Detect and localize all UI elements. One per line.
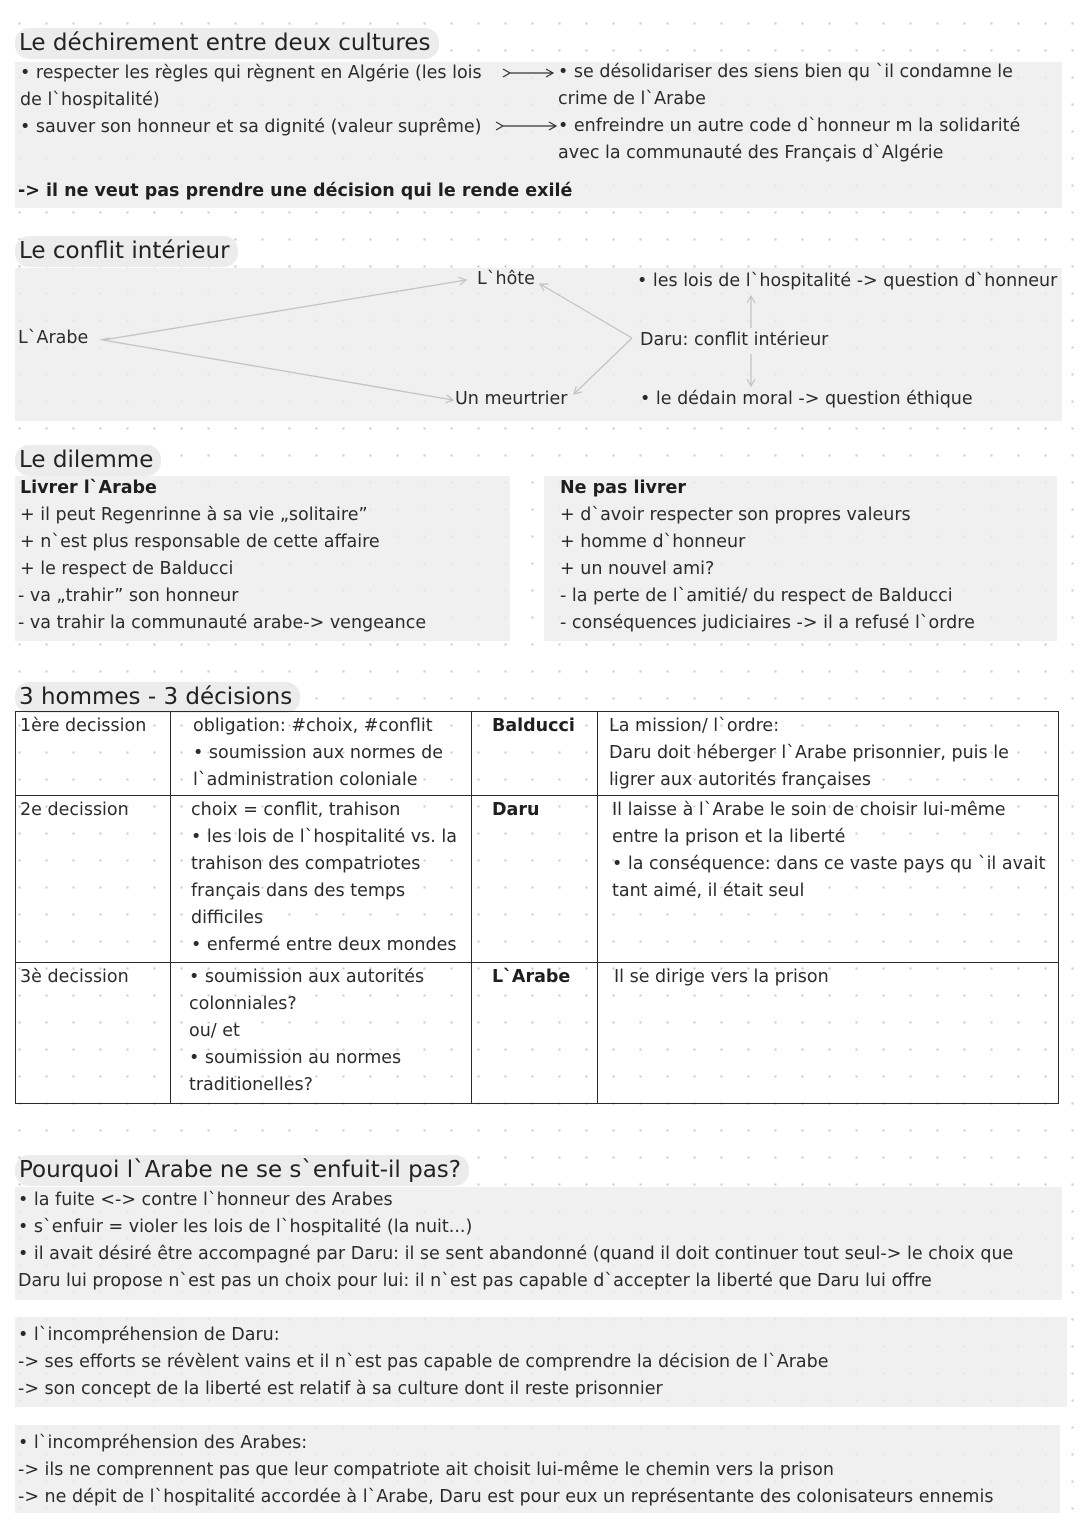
- table-row: [16, 963, 1059, 1104]
- dilemme-right-item: - la perte de l`amitié/ du respect de Balducci: [560, 586, 953, 606]
- s5-para2-line: • l`incompréhension de Daru:: [18, 1325, 280, 1345]
- s5-para3-line: -> ils ne comprennent pas que leur compatriote ait choisit lui-même le chemin vers la prison: [18, 1460, 834, 1480]
- s5-para1-line: Daru lui propose n`est pas un choix pour lui: il n`est pas capable d`accepter la liberté que Daru lui offre: [18, 1271, 932, 1291]
- s1-left-line3: • sauver son honneur et sa dignité (valeur suprême): [20, 117, 482, 137]
- dilemme-left-item: + n`est plus responsable de cette affaire: [20, 532, 380, 552]
- dilemme-left-heading: Livrer l`Arabe: [20, 478, 157, 498]
- section1-title: Le déchirement entre deux cultures: [15, 28, 439, 59]
- dilemme-right-item: + d`avoir respecter son propres valeurs: [560, 505, 911, 525]
- row-person: L`Arabe: [472, 963, 598, 1104]
- s1-left-line1: • respecter les règles qui règnent en Algérie (les lois: [20, 63, 482, 83]
- dilemme-left-item: - va trahir la communauté arabe-> vengeance: [18, 613, 427, 633]
- s1-left-line2: de l`hospitalité): [20, 90, 160, 110]
- s1-right-line4: avec la communauté des Français d`Algérie: [558, 143, 944, 163]
- dilemme-left-item: + le respect de Balducci: [20, 559, 234, 579]
- row-desc: obligation: #choix, #conflit • soumission aux normes de l`administration coloniale: [171, 712, 472, 796]
- s5-para3-line: • l`incompréhension des Arabes:: [18, 1433, 308, 1453]
- s5-para2-line: -> son concept de la liberté est relatif à sa culture dont il reste prisonnier: [18, 1379, 663, 1399]
- row-label: 2e decission: [16, 796, 171, 963]
- row-detail: Il se dirige vers la prison: [598, 963, 1059, 1104]
- s5-para1-line: • la fuite <-> contre l`honneur des Arabes: [18, 1190, 393, 1210]
- dilemme-right-item: + homme d`honneur: [560, 532, 746, 552]
- section4-title: 3 hommes - 3 décisions: [15, 682, 300, 713]
- s1-right-line1: • se désolidariser des siens bien qu `il condamne le: [558, 62, 1013, 82]
- row-person: Balducci: [472, 712, 598, 796]
- s5-para3-line: -> ne dépit de l`hospitalité accordée à l`Arabe, Daru est pour eux un représentante des colonisateurs ennemis: [18, 1487, 994, 1507]
- s1-right-line3: • enfreindre un autre code d`honneur m la solidarité: [558, 116, 1021, 136]
- node-arabe: L`Arabe: [18, 328, 89, 348]
- section5-title: Pourquoi l`Arabe ne se s`enfuit-il pas?: [15, 1155, 469, 1186]
- section2-title: Le conflit intérieur: [15, 236, 238, 267]
- row-label: 1ère decission: [16, 712, 171, 796]
- row-desc: choix = conflit, trahison • les lois de l`hospitalité vs. la trahison des compatriotes français dans des temps difficiles • enfermé entre deux mondes: [171, 796, 472, 963]
- node-hote: L`hôte: [477, 269, 535, 289]
- dilemme-right-item: - conséquences judiciaires -> il a refusé l`ordre: [560, 613, 975, 633]
- s5-para2-line: -> ses efforts se révèlent vains et il n`est pas capable de comprendre la décision de l`Arabe: [18, 1352, 829, 1372]
- section3-title: Le dilemme: [15, 445, 161, 476]
- row-desc: • soumission aux autorités colonniales? ou/ et • soumission au normes traditionelles?: [171, 963, 472, 1104]
- row-label: 3è decission: [16, 963, 171, 1104]
- row-person: Daru: [472, 796, 598, 963]
- node-daru-conflit: Daru: conflit intérieur: [640, 330, 829, 350]
- dilemme-left-item: + il peut Regenrinne à sa vie „solitaire”: [20, 505, 368, 525]
- node-meurtrier: Un meurtrier: [455, 389, 568, 409]
- dilemme-left-item: - va „trahir” son honneur: [18, 586, 239, 606]
- decisions-table: [15, 711, 1059, 1104]
- node-dedain-moral: • le dédain moral -> question éthique: [640, 389, 973, 409]
- table-row: [16, 712, 1059, 796]
- node-lois-hospitalite: • les lois de l`hospitalité -> question d`honneur: [637, 271, 1058, 291]
- s5-para1-line: • il avait désiré être accompagné par Daru: il se sent abandonné (quand il doit continuer tout seul-> le choix que: [18, 1244, 1014, 1264]
- table-row: [16, 796, 1059, 963]
- s5-para1-line: • s`enfuir = violer les lois de l`hospitalité (la nuit...): [18, 1217, 473, 1237]
- row-detail: La mission/ l`ordre: Daru doit héberger l`Arabe prisonnier, puis le ligrer aux autorités françaises: [598, 712, 1059, 796]
- s1-conclusion: -> il ne veut pas prendre une décision qui le rende exilé: [18, 181, 573, 201]
- s1-right-line2: crime de l`Arabe: [558, 89, 706, 109]
- dilemme-right-item: + un nouvel ami?: [560, 559, 715, 579]
- row-detail: Il laisse à l`Arabe le soin de choisir lui-même entre la prison et la liberté • la conséquence: dans ce vaste pays qu `il avait tant aimé, il était seul: [598, 796, 1059, 963]
- dilemme-right-heading: Ne pas livrer: [560, 478, 686, 498]
